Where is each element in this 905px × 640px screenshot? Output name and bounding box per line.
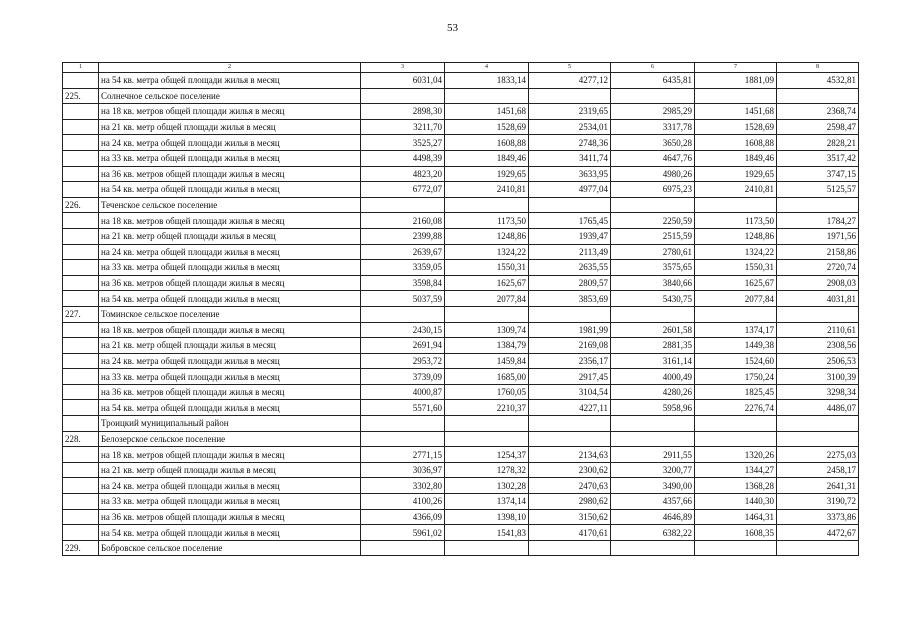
row-description: на 21 кв. метр общей площади жилья в месяц <box>99 228 361 244</box>
value-cell: 2250,59 <box>611 213 695 229</box>
value-cell: 5961,02 <box>361 525 445 541</box>
table-row <box>63 166 859 182</box>
value-cell: 2134,63 <box>529 447 611 463</box>
value-cell: 4498,39 <box>361 150 445 166</box>
value-cell: 3598,84 <box>361 275 445 291</box>
value-cell: 2210,37 <box>445 400 529 416</box>
value-cell: 6435,81 <box>611 73 695 89</box>
value-cell: 2399,88 <box>361 228 445 244</box>
value-cell: 2980,62 <box>529 494 611 510</box>
value-cell: 1278,32 <box>445 462 529 478</box>
row-index <box>63 275 99 291</box>
value-cell <box>445 431 529 447</box>
value-cell: 4646,89 <box>611 509 695 525</box>
table-row <box>63 119 859 135</box>
column-number: 6 <box>611 63 695 73</box>
table-row <box>63 228 859 244</box>
table-body <box>63 63 859 556</box>
table-row <box>63 73 859 89</box>
value-cell: 4472,67 <box>777 525 859 541</box>
value-cell <box>361 306 445 322</box>
row-description: на 18 кв. метров общей площади жилья в месяц <box>99 104 361 120</box>
value-cell: 1929,65 <box>445 166 529 182</box>
value-cell: 1368,28 <box>695 478 777 494</box>
tariff-table <box>62 62 859 556</box>
row-description: на 18 кв. метров общей площади жилья в месяц <box>99 322 361 338</box>
section-title: Троицкий муниципальный район <box>99 416 361 432</box>
value-cell: 4977,04 <box>529 182 611 198</box>
section-row <box>63 431 859 447</box>
row-description: на 33 кв. метра общей площади жилья в месяц <box>99 260 361 276</box>
value-cell: 1302,28 <box>445 478 529 494</box>
row-index <box>63 353 99 369</box>
value-cell: 5430,75 <box>611 291 695 307</box>
value-cell <box>611 431 695 447</box>
value-cell: 6382,22 <box>611 525 695 541</box>
row-index: 228. <box>63 431 99 447</box>
row-index <box>63 182 99 198</box>
section-title: Бобровское сельское поселение <box>99 540 361 556</box>
value-cell: 2809,57 <box>529 275 611 291</box>
value-cell: 3100,39 <box>777 369 859 385</box>
section-title: Белозерское сельское поселение <box>99 431 361 447</box>
value-cell: 4357,66 <box>611 494 695 510</box>
value-cell: 2308,56 <box>777 338 859 354</box>
value-cell: 1374,14 <box>445 494 529 510</box>
value-cell: 2160,08 <box>361 213 445 229</box>
value-cell: 3517,42 <box>777 150 859 166</box>
row-index <box>63 494 99 510</box>
row-description: на 36 кв. метров общей площади жилья в месяц <box>99 166 361 182</box>
value-cell: 2077,84 <box>445 291 529 307</box>
row-index <box>63 244 99 260</box>
value-cell: 1309,74 <box>445 322 529 338</box>
value-cell: 3211,70 <box>361 119 445 135</box>
value-cell: 1528,69 <box>445 119 529 135</box>
value-cell <box>361 88 445 104</box>
row-description: на 54 кв. метра общей площади жилья в месяц <box>99 182 361 198</box>
value-cell: 2410,81 <box>445 182 529 198</box>
value-cell: 4280,26 <box>611 384 695 400</box>
value-cell: 1784,27 <box>777 213 859 229</box>
row-index <box>63 135 99 151</box>
value-cell: 2169,08 <box>529 338 611 354</box>
row-index <box>63 322 99 338</box>
value-cell: 3036,97 <box>361 462 445 478</box>
row-index <box>63 73 99 89</box>
section-row <box>63 88 859 104</box>
value-cell: 1550,31 <box>695 260 777 276</box>
value-cell: 2506,53 <box>777 353 859 369</box>
page-number: 53 <box>447 22 458 34</box>
column-number: 8 <box>777 63 859 73</box>
row-description: на 33 кв. метра общей площади жилья в месяц <box>99 369 361 385</box>
row-index <box>63 384 99 400</box>
value-cell: 1971,56 <box>777 228 859 244</box>
value-cell: 5571,60 <box>361 400 445 416</box>
value-cell: 1324,22 <box>445 244 529 260</box>
value-cell <box>695 431 777 447</box>
row-index <box>63 166 99 182</box>
value-cell: 6975,23 <box>611 182 695 198</box>
value-cell: 2410,81 <box>695 182 777 198</box>
value-cell: 3853,69 <box>529 291 611 307</box>
value-cell: 4980,26 <box>611 166 695 182</box>
row-description: на 24 кв. метра общей площади жилья в месяц <box>99 244 361 260</box>
value-cell: 5037,59 <box>361 291 445 307</box>
value-cell <box>529 431 611 447</box>
value-cell: 1374,17 <box>695 322 777 338</box>
value-cell: 3411,74 <box>529 150 611 166</box>
row-description: на 54 кв. метра общей площади жилья в месяц <box>99 291 361 307</box>
value-cell: 1765,45 <box>529 213 611 229</box>
value-cell: 1608,88 <box>695 135 777 151</box>
value-cell <box>529 416 611 432</box>
table-row <box>63 260 859 276</box>
row-description: на 24 кв. метра общей площади жилья в месяц <box>99 353 361 369</box>
value-cell <box>529 306 611 322</box>
section-row <box>63 306 859 322</box>
row-description: на 36 кв. метров общей площади жилья в месяц <box>99 509 361 525</box>
value-cell: 2276,74 <box>695 400 777 416</box>
value-cell: 3840,66 <box>611 275 695 291</box>
value-cell: 4647,76 <box>611 150 695 166</box>
row-index <box>63 291 99 307</box>
row-description: на 21 кв. метр общей площади жилья в месяц <box>99 338 361 354</box>
value-cell: 1608,88 <box>445 135 529 151</box>
value-cell: 3190,72 <box>777 494 859 510</box>
section-title: Теченское сельское поселение <box>99 197 361 213</box>
value-cell: 3650,28 <box>611 135 695 151</box>
value-cell <box>777 431 859 447</box>
value-cell: 2691,94 <box>361 338 445 354</box>
value-cell: 1541,83 <box>445 525 529 541</box>
value-cell: 2368,74 <box>777 104 859 120</box>
column-number: 5 <box>529 63 611 73</box>
value-cell: 2917,45 <box>529 369 611 385</box>
table-row <box>63 104 859 120</box>
value-cell: 1750,24 <box>695 369 777 385</box>
value-cell: 2771,15 <box>361 447 445 463</box>
value-cell: 2534,01 <box>529 119 611 135</box>
value-cell: 1384,79 <box>445 338 529 354</box>
row-description: на 21 кв. метр общей площади жилья в месяц <box>99 119 361 135</box>
value-cell: 1760,05 <box>445 384 529 400</box>
value-cell <box>445 197 529 213</box>
value-cell: 2356,17 <box>529 353 611 369</box>
table-row <box>63 369 859 385</box>
value-cell: 2319,65 <box>529 104 611 120</box>
column-number: 2 <box>99 63 361 73</box>
column-number: 4 <box>445 63 529 73</box>
value-cell: 4031,81 <box>777 291 859 307</box>
value-cell: 4227,11 <box>529 400 611 416</box>
table-row <box>63 462 859 478</box>
table-row <box>63 447 859 463</box>
table-row <box>63 135 859 151</box>
value-cell: 6031,04 <box>361 73 445 89</box>
value-cell <box>529 540 611 556</box>
table-row <box>63 494 859 510</box>
table-row <box>63 384 859 400</box>
value-cell: 1254,37 <box>445 447 529 463</box>
row-description: на 54 кв. метра общей площади жилья в месяц <box>99 400 361 416</box>
table-row <box>63 400 859 416</box>
section-row <box>63 416 859 432</box>
value-cell <box>361 416 445 432</box>
row-index: 226. <box>63 197 99 213</box>
value-cell: 1524,60 <box>695 353 777 369</box>
value-cell <box>777 88 859 104</box>
table-row <box>63 478 859 494</box>
column-number: 3 <box>361 63 445 73</box>
value-cell: 2601,58 <box>611 322 695 338</box>
row-description: на 33 кв. метра общей площади жилья в месяц <box>99 494 361 510</box>
value-cell: 2908,03 <box>777 275 859 291</box>
row-index <box>63 260 99 276</box>
value-cell: 2110,61 <box>777 322 859 338</box>
value-cell: 3373,86 <box>777 509 859 525</box>
value-cell: 2898,30 <box>361 104 445 120</box>
value-cell: 4486,07 <box>777 400 859 416</box>
value-cell: 2720,74 <box>777 260 859 276</box>
row-description: на 54 кв. метра общей площади жилья в месяц <box>99 73 361 89</box>
value-cell: 3161,14 <box>611 353 695 369</box>
value-cell: 3490,00 <box>611 478 695 494</box>
value-cell <box>445 540 529 556</box>
row-description: на 33 кв. метра общей площади жилья в месяц <box>99 150 361 166</box>
value-cell <box>361 197 445 213</box>
value-cell: 4000,87 <box>361 384 445 400</box>
value-cell <box>777 306 859 322</box>
value-cell: 2458,17 <box>777 462 859 478</box>
row-index <box>63 228 99 244</box>
value-cell: 2598,47 <box>777 119 859 135</box>
value-cell: 1685,00 <box>445 369 529 385</box>
column-number-row <box>63 63 859 73</box>
table-row <box>63 291 859 307</box>
column-number: 7 <box>695 63 777 73</box>
value-cell: 4170,61 <box>529 525 611 541</box>
value-cell: 2911,55 <box>611 447 695 463</box>
value-cell: 3359,05 <box>361 260 445 276</box>
value-cell: 2635,55 <box>529 260 611 276</box>
value-cell: 2641,31 <box>777 478 859 494</box>
row-index <box>63 462 99 478</box>
value-cell: 1320,26 <box>695 447 777 463</box>
value-cell: 2077,84 <box>695 291 777 307</box>
value-cell: 1173,50 <box>445 213 529 229</box>
value-cell: 3104,54 <box>529 384 611 400</box>
row-index <box>63 104 99 120</box>
value-cell: 3525,27 <box>361 135 445 151</box>
value-cell: 3739,09 <box>361 369 445 385</box>
value-cell <box>529 197 611 213</box>
value-cell: 2639,67 <box>361 244 445 260</box>
row-description: на 54 кв. метра общей площади жилья в месяц <box>99 525 361 541</box>
row-index <box>63 447 99 463</box>
value-cell: 1449,38 <box>695 338 777 354</box>
value-cell: 1464,31 <box>695 509 777 525</box>
value-cell: 2275,03 <box>777 447 859 463</box>
value-cell: 1459,84 <box>445 353 529 369</box>
value-cell: 2300,62 <box>529 462 611 478</box>
value-cell: 1173,50 <box>695 213 777 229</box>
value-cell: 2430,15 <box>361 322 445 338</box>
value-cell: 2780,61 <box>611 244 695 260</box>
section-title: Томинское сельское поселение <box>99 306 361 322</box>
value-cell: 1608,35 <box>695 525 777 541</box>
value-cell <box>695 306 777 322</box>
row-index: 225. <box>63 88 99 104</box>
value-cell: 1248,86 <box>695 228 777 244</box>
value-cell: 1625,67 <box>445 275 529 291</box>
value-cell: 4366,09 <box>361 509 445 525</box>
value-cell: 4100,26 <box>361 494 445 510</box>
value-cell <box>445 88 529 104</box>
row-description: на 21 кв. метр общей площади жилья в месяц <box>99 462 361 478</box>
value-cell: 3150,62 <box>529 509 611 525</box>
value-cell <box>777 540 859 556</box>
table-row <box>63 275 859 291</box>
value-cell <box>777 197 859 213</box>
value-cell <box>529 88 611 104</box>
value-cell <box>611 306 695 322</box>
value-cell: 1833,14 <box>445 73 529 89</box>
row-index <box>63 478 99 494</box>
value-cell: 2113,49 <box>529 244 611 260</box>
value-cell <box>695 540 777 556</box>
value-cell: 2515,59 <box>611 228 695 244</box>
value-cell: 3317,78 <box>611 119 695 135</box>
value-cell: 1324,22 <box>695 244 777 260</box>
value-cell: 1929,65 <box>695 166 777 182</box>
row-index <box>63 525 99 541</box>
value-cell: 1248,86 <box>445 228 529 244</box>
value-cell: 1451,68 <box>695 104 777 120</box>
table-row <box>63 182 859 198</box>
value-cell <box>777 416 859 432</box>
row-index <box>63 369 99 385</box>
value-cell <box>361 540 445 556</box>
table-row <box>63 322 859 338</box>
row-index <box>63 338 99 354</box>
row-description: на 24 кв. метра общей площади жилья в месяц <box>99 135 361 151</box>
row-index <box>63 119 99 135</box>
row-description: на 18 кв. метров общей площади жилья в месяц <box>99 447 361 463</box>
row-index <box>63 416 99 432</box>
value-cell: 4823,20 <box>361 166 445 182</box>
value-cell: 2828,21 <box>777 135 859 151</box>
row-index <box>63 150 99 166</box>
value-cell: 2881,35 <box>611 338 695 354</box>
value-cell <box>695 88 777 104</box>
value-cell: 4277,12 <box>529 73 611 89</box>
row-index <box>63 509 99 525</box>
value-cell <box>445 306 529 322</box>
table-row <box>63 338 859 354</box>
value-cell: 3298,34 <box>777 384 859 400</box>
table-row <box>63 244 859 260</box>
value-cell <box>695 416 777 432</box>
value-cell <box>445 416 529 432</box>
row-description: на 24 кв. метра общей площади жилья в месяц <box>99 478 361 494</box>
value-cell: 1981,99 <box>529 322 611 338</box>
value-cell <box>611 88 695 104</box>
value-cell: 2470,63 <box>529 478 611 494</box>
value-cell: 3302,80 <box>361 478 445 494</box>
table-row <box>63 509 859 525</box>
value-cell: 2953,72 <box>361 353 445 369</box>
value-cell: 1344,27 <box>695 462 777 478</box>
table-row <box>63 525 859 541</box>
value-cell: 5958,96 <box>611 400 695 416</box>
value-cell: 1881,09 <box>695 73 777 89</box>
value-cell: 5125,57 <box>777 182 859 198</box>
section-row <box>63 197 859 213</box>
value-cell: 1825,45 <box>695 384 777 400</box>
section-title: Солнечное сельское поселение <box>99 88 361 104</box>
row-description: на 36 кв. метров общей площади жилья в месяц <box>99 275 361 291</box>
section-row <box>63 540 859 556</box>
value-cell: 1398,10 <box>445 509 529 525</box>
value-cell: 3747,15 <box>777 166 859 182</box>
value-cell: 1939,47 <box>529 228 611 244</box>
column-number: 1 <box>63 63 99 73</box>
table-row <box>63 213 859 229</box>
value-cell <box>611 197 695 213</box>
row-description: на 18 кв. метров общей площади жилья в месяц <box>99 213 361 229</box>
value-cell: 2985,29 <box>611 104 695 120</box>
value-cell: 3633,95 <box>529 166 611 182</box>
value-cell: 3575,65 <box>611 260 695 276</box>
value-cell: 1451,68 <box>445 104 529 120</box>
value-cell <box>361 431 445 447</box>
value-cell <box>695 197 777 213</box>
value-cell: 4000,49 <box>611 369 695 385</box>
value-cell: 1550,31 <box>445 260 529 276</box>
value-cell: 1625,67 <box>695 275 777 291</box>
value-cell: 1849,46 <box>445 150 529 166</box>
row-index <box>63 213 99 229</box>
row-index <box>63 400 99 416</box>
table-row <box>63 150 859 166</box>
value-cell: 2748,36 <box>529 135 611 151</box>
value-cell: 6772,07 <box>361 182 445 198</box>
value-cell: 3200,77 <box>611 462 695 478</box>
value-cell <box>611 540 695 556</box>
value-cell <box>611 416 695 432</box>
value-cell: 2158,86 <box>777 244 859 260</box>
row-index: 229. <box>63 540 99 556</box>
value-cell: 4532,81 <box>777 73 859 89</box>
value-cell: 1440,30 <box>695 494 777 510</box>
row-index: 227. <box>63 306 99 322</box>
table-row <box>63 353 859 369</box>
row-description: на 36 кв. метров общей площади жилья в месяц <box>99 384 361 400</box>
value-cell: 1528,69 <box>695 119 777 135</box>
value-cell: 1849,46 <box>695 150 777 166</box>
